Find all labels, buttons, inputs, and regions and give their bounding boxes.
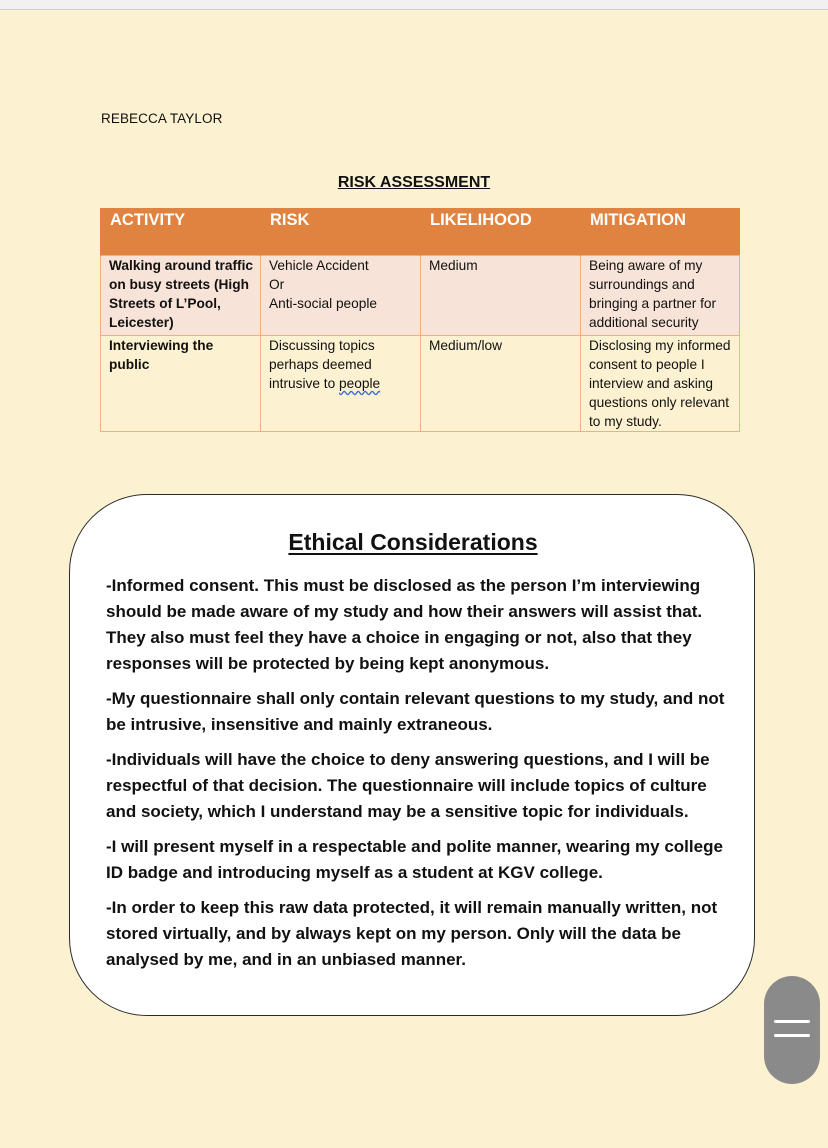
risk-cell — [261, 336, 421, 432]
ethics-paragraph: -I will present myself in a respectable and polite manner, wearing my college ID badge and introducing myself as a student at KGV college. — [106, 837, 723, 882]
risk-line: Anti-social people — [269, 296, 378, 311]
column-header-risk: RISK — [261, 208, 421, 256]
top-toolbar-edge — [0, 0, 828, 10]
risk-assessment-table — [100, 208, 740, 432]
table-row — [101, 256, 740, 336]
column-header-likelihood: LIKELIHOOD — [421, 208, 581, 256]
likelihood-cell: Medium/low — [421, 336, 581, 432]
risk-text: Discussing topics perhaps deemed intrusive to — [269, 338, 375, 391]
scroll-handle[interactable] — [764, 976, 820, 1084]
mitigation-cell: Being aware of my surroundings and bringing a partner for additional security — [581, 256, 740, 336]
ethics-body — [106, 573, 726, 982]
ethics-paragraph: -My questionnaire shall only contain relevant questions to my study, and not be intrusive, insensitive and mainly extraneous. — [106, 689, 725, 734]
likelihood-cell: Medium — [421, 256, 581, 336]
spellcheck-underlined-word: people — [339, 376, 381, 391]
ethical-considerations-box — [69, 494, 755, 1016]
column-header-mitigation: MITIGATION — [581, 208, 740, 256]
mitigation-cell: Disclosing my informed consent to people I interview and asking questions only relevant to my study. — [581, 336, 740, 432]
ethics-paragraph: -Informed consent. This must be disclosed as the person I’m interviewing should be made aware of my study and how their answers will assist that. They also must feel they have a choice in engaging or not, also that they responses will be protected by being kept anonymous. — [106, 576, 703, 673]
ethics-paragraph: -Individuals will have the choice to deny answering questions, and I will be respectful of that decision. The questionnaire will include topics of culture and society, which I understand may be a sensitive topic for individuals. — [106, 750, 710, 821]
author-name: REBECCA TAYLOR — [101, 111, 223, 126]
column-header-activity: ACTIVITY — [101, 208, 261, 256]
activity-cell: Interviewing the public — [101, 336, 261, 432]
risk-line: Or — [269, 277, 285, 292]
table-header-row — [101, 208, 740, 256]
table-row — [101, 336, 740, 432]
risk-assessment-title: RISK ASSESSMENT — [337, 174, 491, 191]
risk-cell — [261, 256, 421, 336]
activity-cell: Walking around traffic on busy streets (High Streets of L’Pool, Leicester) — [101, 256, 261, 336]
ethics-title: Ethical Considerations — [288, 529, 538, 555]
risk-line: Vehicle Accident — [269, 258, 369, 273]
ethics-paragraph: -In order to keep this raw data protected, it will remain manually written, not stored virtually, and by always kept on my person. Only will the data be analysed by me, and in an unbiased manner. — [106, 898, 718, 969]
